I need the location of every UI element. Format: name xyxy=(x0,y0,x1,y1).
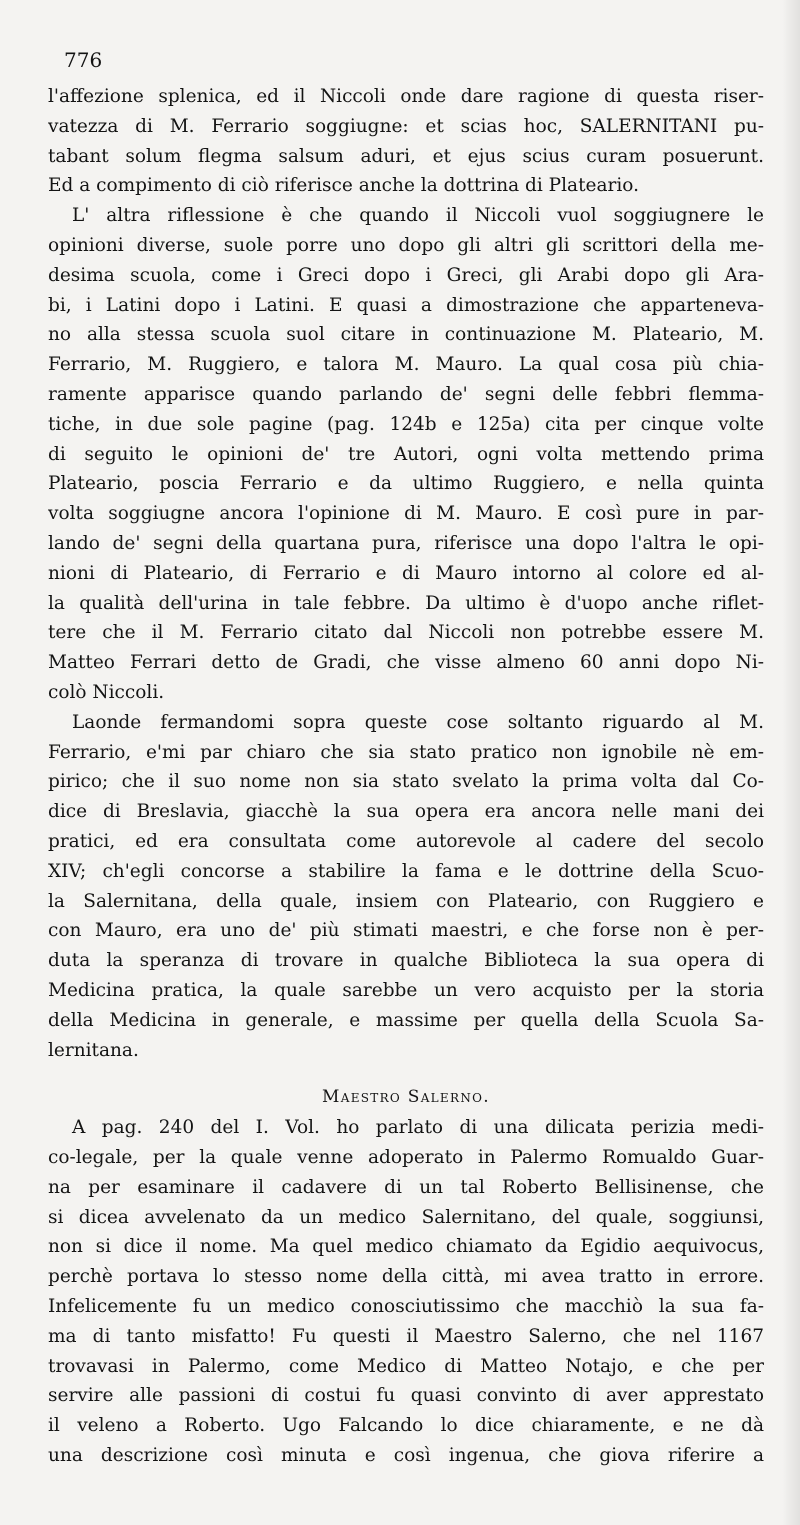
text-line: Infelicemente fu un medico conosciutissimo che macchiò la sua fa- xyxy=(48,1296,764,1318)
page-edge-shadow xyxy=(782,0,800,1525)
body-text xyxy=(48,82,764,1471)
text-line: XIV; ch'egli concorse a stabilire la fama e le dottrine della Scuo- xyxy=(48,860,764,882)
text-line: Ferrario, M. Ruggiero, e talora M. Mauro. La qual cosa più chia- xyxy=(48,354,764,376)
text-line: l'affezione splenica, ed il Niccoli onde dare ragione di questa riser- xyxy=(48,86,764,107)
text-line: trovavasi in Palermo, come Medico di Matteo Notajo, e che per xyxy=(48,1355,764,1377)
text-line: il veleno a Roberto. Ugo Falcando lo dice chiaramente, e ne dà xyxy=(48,1415,764,1437)
text-line: Ferrario, e'mi par chiaro che sia stato pratico non ignobile nè em- xyxy=(48,741,764,763)
text-line: perchè portava lo stesso nome della città, mi avea tratto in errore. xyxy=(48,1266,764,1288)
text-line: ramente apparisce quando parlando de' segni delle febbri flemma- xyxy=(48,383,764,405)
text-line: ma di tanto misfatto! Fu questi il Maestro Salerno, che nel 1167 xyxy=(48,1325,764,1347)
text-line: bi, i Latini dopo i Latini. E quasi a dimostrazione che apparteneva- xyxy=(48,294,764,316)
page-number: 776 xyxy=(64,48,103,72)
text-line: Plateario, poscia Ferrario e da ultimo Ruggiero, e nella quinta xyxy=(48,473,764,495)
text-line: pirico; che il suo nome non sia stato svelato la prima volta dal Co- xyxy=(48,771,764,793)
text-line: nioni di Plateario, di Ferrario e di Mauro intorno al colore ed al- xyxy=(48,562,764,584)
text-line: Matteo Ferrari detto de Gradi, che visse almeno 60 anni dopo Ni- xyxy=(48,652,764,674)
text-line: tabant solum flegma salsum aduri, et ejus scius curam posuerunt. xyxy=(48,145,764,167)
text-line: na per esaminare il cadavere di un tal Roberto Bellisinense, che xyxy=(48,1176,764,1198)
text-line: volta soggiugne ancora l'opinione di M. Mauro. E così pure in par- xyxy=(48,503,764,525)
text-line: duta la speranza di trovare in qualche Biblioteca la sua opera di xyxy=(48,950,764,972)
text-line: opinioni diverse, suole porre uno dopo gli altri gli scrittori della me- xyxy=(48,234,764,256)
text-line: una descrizione così minuta e così ingenua, che giova riferire a xyxy=(48,1445,764,1467)
text-line: Ed a compimento di ciò riferisce anche la dottrina di Plateario. xyxy=(48,175,639,197)
text-line: con Mauro, era uno de' più stimati maestri, e che forse non è per- xyxy=(48,920,764,942)
text-line: dice di Breslavia, giacchè la sua opera era ancora nelle mani dei xyxy=(48,801,764,823)
text-line: servire alle passioni di costui fu quasi convinto di aver apprestato xyxy=(48,1385,764,1407)
text-line: co-legale, per la quale venne adoperato in Palermo Romualdo Guar- xyxy=(48,1147,764,1169)
text-line: Laonde fermandomi sopra queste cose soltanto riguardo al M. xyxy=(72,711,764,733)
text-line: non si dice il nome. Ma quel medico chiamato da Egidio aequivocus, xyxy=(48,1236,764,1258)
text-line: lernitana. xyxy=(48,1039,139,1061)
section-heading: Maestro Salerno. xyxy=(322,1087,490,1108)
text-line: tiche, in due sole pagine (pag. 124b e 125a) cita per cinque volte xyxy=(48,413,764,435)
text-line: della Medicina in generale, e massime per quella della Scuola Sa- xyxy=(48,1009,764,1031)
text-line: desima scuola, come i Greci dopo i Greci, gli Arabi dopo gli Ara- xyxy=(48,264,764,286)
text-line: L' altra riflessione è che quando il Niccoli vuol soggiugnere le xyxy=(72,205,764,227)
text-line: vatezza di M. Ferrario soggiugne: et scias hoc, SALERNITANI pu- xyxy=(48,115,764,137)
text-line: di seguito le opinioni de' tre Autori, ogni volta mettendo prima xyxy=(48,443,764,465)
text-line: la Salernitana, della quale, insiem con Plateario, con Ruggiero e xyxy=(48,890,764,912)
text-line: tere che il M. Ferrario citato dal Niccoli non potrebbe essere M. xyxy=(48,622,764,644)
text-line: si dicea avvelenato da un medico Salernitano, del quale, soggiunsi, xyxy=(48,1206,764,1228)
text-line: A pag. 240 del I. Vol. ho parlato di una dilicata perizia medi- xyxy=(72,1117,764,1139)
text-line: lando de' segni della quartana pura, riferisce una dopo l'altra le opi- xyxy=(48,532,764,554)
text-line: colò Niccoli. xyxy=(48,681,165,703)
text-line: la qualità dell'urina in tale febbre. Da ultimo è d'uopo anche riflet- xyxy=(48,592,764,614)
text-line: Medicina pratica, la quale sarebbe un vero acquisto per la storia xyxy=(48,979,764,1001)
text-line: pratici, ed era consultata come autorevole al cadere del secolo xyxy=(48,830,764,852)
text-line: no alla stessa scuola suol citare in continuazione M. Plateario, M. xyxy=(48,324,764,346)
